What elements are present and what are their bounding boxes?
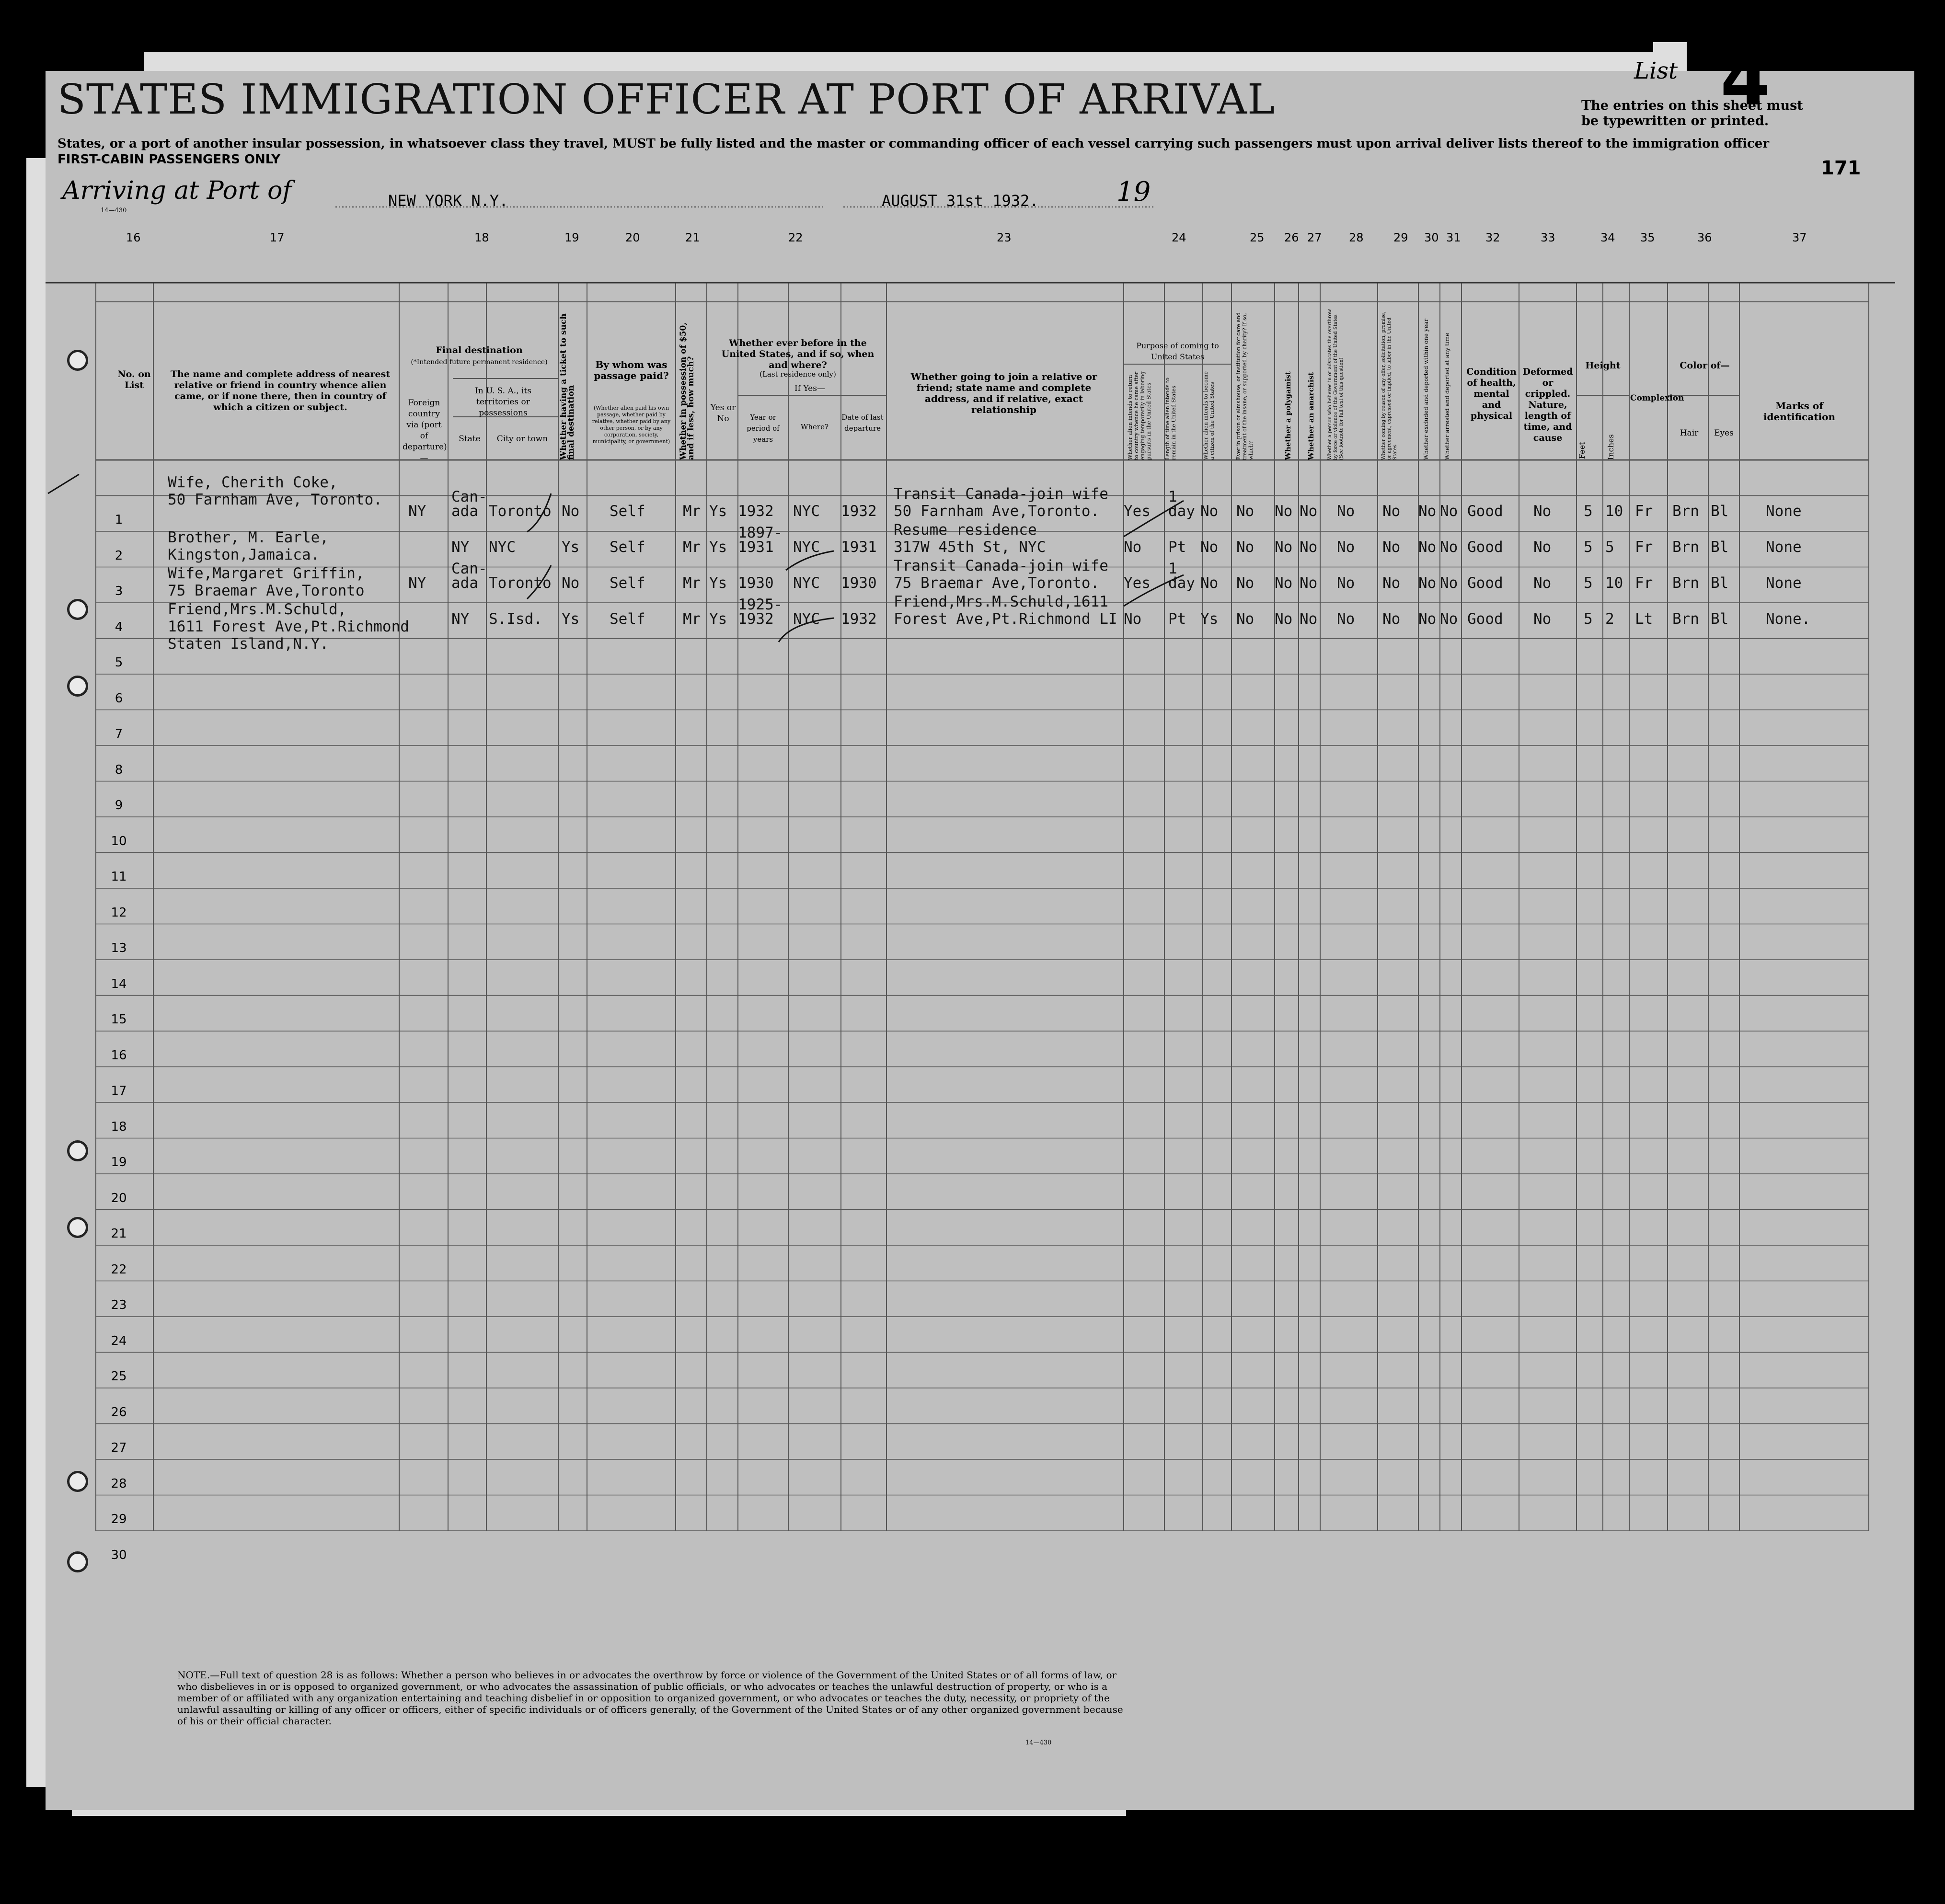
height-inches-cell: 10 — [1605, 574, 1623, 592]
header-feet: Feet — [1577, 442, 1587, 459]
header-city: City or town — [496, 434, 548, 444]
state-cell: Can- — [451, 560, 487, 577]
header-nearest-relative: The name and complete address of nearest relative or friend in country whence alien came, or if none there, then in country of which a citizen or subject. — [170, 369, 391, 413]
departure-cell: 1931 — [841, 539, 877, 556]
colnum-18: 18 — [474, 231, 489, 244]
marks-cell: None — [1766, 503, 1802, 520]
q29-cell: No — [1382, 503, 1401, 520]
city-cell: Toronto — [489, 503, 552, 520]
row-number: 25 — [111, 1369, 127, 1384]
relative-address: 1611 Forest Ave,Pt.Richmond — [168, 618, 409, 635]
passage-paid-cell: Self — [610, 574, 645, 592]
where-cell: NYC — [793, 539, 820, 556]
colnum-33: 33 — [1541, 231, 1555, 244]
passage-paid-cell: Self — [610, 503, 645, 520]
header-deformed: Deformed or crippled. Nature, length of time, and cause — [1522, 367, 1573, 443]
row-number: 16 — [111, 1048, 127, 1063]
colnum-19: 19 — [564, 231, 579, 244]
foreign-country-cell: NY — [408, 574, 426, 592]
header-join-relative: Whether going to join a relative or friend; state name and complete address, and if relative, exact relationship — [910, 371, 1097, 415]
q30-cell: No — [1418, 539, 1437, 556]
row-number: 30 — [111, 1548, 127, 1562]
purpose-return-cell: No — [1124, 539, 1142, 556]
row-number: 23 — [111, 1298, 127, 1312]
years-cell: 1931 — [738, 539, 774, 556]
height-feet-cell: 5 — [1584, 574, 1593, 592]
header-passage-note: (Whether alien paid his own passage, whether paid by relative, whether paid by any other person, or by any corporation, society, municipality, or government) — [592, 405, 671, 445]
header-eyes: Eyes — [1714, 428, 1734, 438]
row-number: 9 — [115, 798, 123, 813]
polygamist-cell: No — [1275, 610, 1293, 628]
header-purpose-a: Whether alien intends to return to country whence he came after engaging temporarily in laboring pursuits in the United States — [1127, 371, 1152, 460]
state-cell: ada — [451, 574, 478, 592]
marks-cell: None. — [1766, 610, 1811, 628]
money-cell: Mr — [683, 503, 701, 520]
height-inches-cell: 5 — [1605, 539, 1614, 556]
ticket-cell: No — [562, 503, 580, 520]
header-polygamist: Whether a polygamist — [1284, 371, 1292, 460]
colnum-17: 17 — [270, 231, 285, 244]
health-cell: Good — [1467, 574, 1503, 592]
row-number: 5 — [115, 655, 123, 670]
prison-cell: No — [1236, 574, 1254, 592]
ticket-cell: Ys — [562, 610, 580, 628]
header-if-yes: If Yes— — [794, 384, 825, 393]
date-value: AUGUST 31st 1932. — [882, 192, 1039, 210]
header-q31: Whether arrested and deported at any time — [1444, 333, 1450, 460]
row-number: 17 — [111, 1084, 127, 1098]
complexion-cell: Fr — [1635, 503, 1653, 520]
row-number: 19 — [111, 1155, 127, 1170]
anarchist-cell: No — [1300, 503, 1318, 520]
row-number: 2 — [115, 548, 123, 563]
colnum-36: 36 — [1697, 231, 1712, 244]
binder-hole — [67, 1217, 88, 1238]
header-no-on-list: No. on List — [117, 369, 151, 390]
relative-address: Wife,Margaret Griffin, — [168, 565, 365, 582]
city-cell: Toronto — [489, 574, 552, 592]
binder-hole — [67, 1140, 88, 1161]
header-ever-before: Whether ever before in the United States, and if so, when and where? — [721, 338, 875, 370]
eye-color-cell: Bl — [1711, 610, 1729, 628]
row-number: 11 — [111, 870, 127, 884]
q30-cell: No — [1418, 574, 1437, 592]
typewritten-note: The entries on this sheet must be typewritten or printed. — [1581, 98, 1803, 128]
years-cell: 1897- — [738, 524, 783, 541]
header-inches: Inches — [1606, 434, 1615, 460]
complexion-cell: Lt — [1635, 610, 1653, 628]
join-relative-cell: Resume residence — [894, 521, 1037, 539]
arriving-label: Arriving at Port of — [62, 176, 292, 205]
polygamist-cell: No — [1275, 503, 1293, 520]
join-relative-cell: Transit Canada-join wife — [894, 557, 1108, 574]
colnum-30: 30 — [1424, 231, 1439, 244]
q29-cell: No — [1382, 574, 1401, 592]
departure-cell: 1932 — [841, 503, 877, 520]
deformed-cell: No — [1533, 539, 1552, 556]
q29-cell: No — [1382, 610, 1401, 628]
colnum-25: 25 — [1250, 231, 1265, 244]
hair-color-cell: Brn — [1672, 574, 1699, 592]
row-number: 20 — [111, 1191, 127, 1205]
purpose-citizen-cell: No — [1200, 539, 1219, 556]
row-number: 28 — [111, 1476, 127, 1491]
row-number: 12 — [111, 905, 127, 920]
passage-paid-cell: Self — [610, 539, 645, 556]
row-number: 15 — [111, 1012, 127, 1027]
header-in-usa: In U. S. A., its territories or possessions — [475, 386, 531, 418]
header-ticket: Whether having a ticket to such final destination — [559, 313, 576, 460]
colnum-22: 22 — [788, 231, 803, 244]
colnum-16: 16 — [126, 231, 141, 244]
header-purpose: Purpose of coming to United States — [1136, 341, 1219, 361]
binder-hole — [67, 676, 88, 697]
header-purpose-c: Whether alien intends to become a citizen of the United States — [1203, 371, 1215, 460]
eye-color-cell: Bl — [1711, 539, 1729, 556]
colnum-29: 29 — [1393, 231, 1408, 244]
header-purpose-b: Length of time alien intends to remain in the United States — [1164, 377, 1177, 460]
anarchist-cell: No — [1300, 574, 1318, 592]
colnum-27: 27 — [1307, 231, 1322, 244]
header-where: Where? — [800, 423, 829, 431]
binder-hole — [67, 599, 88, 620]
purpose-citizen-cell: No — [1200, 503, 1219, 520]
colnum-28: 28 — [1349, 231, 1364, 244]
height-inches-cell: 2 — [1605, 610, 1614, 628]
money-cell: Mr — [683, 539, 701, 556]
join-relative-cell: 317W 45th St, NYC — [894, 539, 1046, 556]
row-number: 6 — [115, 691, 123, 706]
relative-address: 50 Farnham Ave, Toronto. — [168, 491, 382, 508]
purpose-length-cell: day — [1168, 574, 1195, 592]
relative-address: Brother, M. Earle, — [168, 529, 329, 546]
header-passage-paid: By whom was passage paid? — [594, 359, 669, 381]
foreign-country-cell: NY — [408, 503, 426, 520]
purpose-return-cell: Yes — [1124, 574, 1151, 592]
hair-color-cell: Brn — [1672, 539, 1699, 556]
prison-cell: No — [1236, 610, 1254, 628]
colnum-37: 37 — [1792, 231, 1807, 244]
prison-cell: No — [1236, 539, 1254, 556]
row-number: 29 — [111, 1512, 127, 1526]
complexion-cell: Fr — [1635, 574, 1653, 592]
row-number: 13 — [111, 941, 127, 955]
row-number: 3 — [115, 584, 123, 598]
q29-cell: No — [1382, 539, 1401, 556]
where-cell: NYC — [793, 503, 820, 520]
departure-cell: 1930 — [841, 574, 877, 592]
row-number: 10 — [111, 834, 127, 849]
header-final-destination-note: (*Intended future permanent residence) — [411, 358, 548, 366]
relative-address: Kingston,Jamaica. — [168, 546, 320, 563]
health-cell: Good — [1467, 610, 1503, 628]
colnum-24: 24 — [1172, 231, 1186, 244]
handwritten-check-marks — [0, 0, 1945, 719]
relative-address: Wife, Cherith Coke, — [168, 474, 338, 491]
polygamist-cell: No — [1275, 539, 1293, 556]
colnum-35: 35 — [1640, 231, 1655, 244]
height-inches-cell: 10 — [1605, 503, 1623, 520]
year-prefix: 19 — [1116, 176, 1151, 207]
header-final-destination: Final destination — [436, 345, 523, 356]
years-cell: 1930 — [738, 574, 774, 592]
header-possession-50: Whether in possession of $50, and if less, how much? — [679, 322, 696, 460]
row-number: 18 — [111, 1119, 127, 1134]
departure-cell: 1932 — [841, 610, 877, 628]
port-value: NEW YORK N.Y. — [388, 192, 508, 210]
row-number: 4 — [115, 619, 123, 634]
header-q29: Whether coming by reason of any offer, solicitation, promise, or agreement, expressed or implied, to labor in the United States — [1381, 311, 1398, 460]
prison-cell: No — [1236, 503, 1254, 520]
instruction-text: States, or a port of another insular possession, in whatsoever class they travel, MUST be fully listed and the master or commanding officer of each vessel carrying such passengers must upon arrival deliver lists thereof to the immigration officer — [58, 137, 1770, 151]
deformed-cell: No — [1533, 610, 1552, 628]
hair-color-cell: Brn — [1672, 503, 1699, 520]
height-feet-cell: 5 — [1584, 539, 1593, 556]
binder-hole — [67, 350, 88, 371]
binder-hole — [67, 1551, 88, 1572]
q30-cell: No — [1418, 503, 1437, 520]
header-q30: Whether excluded and deported within one year — [1423, 319, 1429, 460]
class-label: FIRST-CABIN PASSENGERS ONLY — [58, 152, 281, 167]
colnum-32: 32 — [1485, 231, 1500, 244]
header-last-residence: (Last residence only) — [760, 370, 836, 379]
row-number: 26 — [111, 1405, 127, 1420]
join-relative-cell: Friend,Mrs.M.Schuld,1611 — [894, 593, 1108, 610]
relative-address: Friend,Mrs.M.Schuld, — [168, 601, 347, 618]
anarchist-cell: No — [1300, 539, 1318, 556]
purpose-citizen-cell: No — [1200, 574, 1219, 592]
join-relative-cell: 75 Braemar Ave,Toronto. — [894, 574, 1100, 592]
q31-cell: No — [1440, 503, 1458, 520]
passage-paid-cell: Self — [610, 610, 645, 628]
purpose-length-cell: 1 — [1168, 488, 1177, 505]
header-anarchist: Whether an anarchist — [1307, 372, 1315, 460]
header-foreign-country: Foreign country via (port of departure)— — [403, 398, 447, 463]
purpose-return-cell: Yes — [1124, 503, 1151, 520]
colnum-31: 31 — [1446, 231, 1461, 244]
row-number: 7 — [115, 727, 123, 741]
relative-address: 75 Braemar Ave,Toronto — [168, 582, 365, 599]
state-cell: Can- — [451, 488, 487, 505]
q30-cell: No — [1418, 610, 1437, 628]
q28-cell: No — [1337, 539, 1355, 556]
header-color-of: Color of— — [1680, 360, 1730, 371]
height-feet-cell: 5 — [1584, 503, 1593, 520]
state-cell: NY — [451, 539, 470, 556]
page-title: STATES IMMIGRATION OFFICER AT PORT OF ARRIVAL — [58, 76, 1276, 124]
header-state: State — [459, 434, 481, 444]
binder-hole — [67, 1471, 88, 1492]
purpose-length-cell: Pt — [1168, 610, 1186, 628]
header-date-departure: Date of last departure — [841, 413, 884, 433]
purpose-citizen-cell: Ys — [1200, 610, 1219, 628]
form-number: 14—430 — [101, 207, 127, 214]
row-number: 14 — [111, 976, 127, 991]
footer-form-number: 14—430 — [1025, 1739, 1052, 1746]
city-cell: S.Isd. — [489, 610, 542, 628]
state-cell: NY — [451, 610, 470, 628]
footnote-q28: NOTE.—Full text of question 28 is as follows: Whether a person who believes in or advocates the overthrow by force or violence of the Government of the United States or of all forms of law, or who disbelieves in or is opposed to organized government, or who advocates the assassination of public officials, or who advocates or teaches the unlawful destruction of property, or who is a member of or affiliated with any organization entertaining and teaching disbelief in or opposition to organized government, or who advocates or teaches the duty, necessity, or propriety of the unlawful assaulting or killing of any officer or officers, either of specific individuals or of officers generally, of the Government of the United States or of any other organized government because of his or their official character. — [177, 1669, 1123, 1727]
complexion-cell: Fr — [1635, 539, 1653, 556]
q28-cell: No — [1337, 574, 1355, 592]
relative-address: Staten Island,N.Y. — [168, 635, 329, 653]
colnum-23: 23 — [997, 231, 1012, 244]
years-cell: 1925- — [738, 596, 783, 613]
health-cell: Good — [1467, 503, 1503, 520]
ever-before-cell: Ys — [709, 574, 727, 592]
city-cell: NYC — [489, 539, 516, 556]
colnum-21: 21 — [685, 231, 700, 244]
hair-color-cell: Brn — [1672, 610, 1699, 628]
q31-cell: No — [1440, 574, 1458, 592]
header-complexion: Complexion — [1630, 393, 1684, 403]
q31-cell: No — [1440, 539, 1458, 556]
q28-cell: No — [1337, 503, 1355, 520]
header-q28: Whether a person who believes in or advocates the overthrow by force or violence of the Government of the United States (See footnote for full text of this question) — [1327, 309, 1344, 460]
polygamist-cell: No — [1275, 574, 1293, 592]
purpose-length-cell: day — [1168, 503, 1195, 520]
q28-cell: No — [1337, 610, 1355, 628]
q31-cell: No — [1440, 610, 1458, 628]
header-year-period: Year or period of years — [747, 413, 780, 444]
header-yes-no: Yes or No — [710, 403, 736, 424]
header-hair: Hair — [1680, 428, 1699, 438]
anarchist-cell: No — [1300, 610, 1318, 628]
header-height: Height — [1585, 360, 1621, 371]
header-marks: Marks of identification — [1763, 400, 1836, 423]
eye-color-cell: Bl — [1711, 574, 1729, 592]
health-cell: Good — [1467, 539, 1503, 556]
row-number: 8 — [115, 762, 123, 777]
row-number: 1 — [115, 513, 123, 527]
join-relative-cell: Transit Canada-join wife — [894, 485, 1108, 503]
page-number: 171 — [1821, 157, 1861, 179]
colnum-34: 34 — [1600, 231, 1615, 244]
marks-cell: None — [1766, 539, 1802, 556]
colnum-26: 26 — [1284, 231, 1299, 244]
purpose-length-cell: 1 — [1168, 560, 1177, 577]
list-number: 4 — [1720, 38, 1771, 122]
marks-cell: None — [1766, 574, 1802, 592]
purpose-length-cell: Pt — [1168, 539, 1186, 556]
row-number: 27 — [111, 1441, 127, 1455]
row-number: 24 — [111, 1333, 127, 1348]
header-health: Condition of health, mental and physical — [1466, 367, 1517, 421]
where-cell: NYC — [793, 610, 820, 628]
where-cell: NYC — [793, 574, 820, 592]
header-prison: Ever in prison or almshouse, or institution for care and treatment of the insane, or supported by charity? If so, which? — [1235, 312, 1254, 460]
money-cell: Mr — [683, 574, 701, 592]
purpose-return-cell: No — [1124, 610, 1142, 628]
colnum-20: 20 — [625, 231, 640, 244]
years-cell: 1932 — [738, 610, 774, 628]
row-number: 22 — [111, 1262, 127, 1277]
join-relative-cell: Forest Ave,Pt.Richmond LI — [894, 610, 1117, 628]
ticket-cell: Ys — [562, 539, 580, 556]
money-cell: Mr — [683, 610, 701, 628]
list-label: List — [1634, 57, 1678, 84]
deformed-cell: No — [1533, 503, 1552, 520]
ever-before-cell: Ys — [709, 610, 727, 628]
height-feet-cell: 5 — [1584, 610, 1593, 628]
years-cell: 1932 — [738, 503, 774, 520]
state-cell: ada — [451, 503, 478, 520]
ticket-cell: No — [562, 574, 580, 592]
ever-before-cell: Ys — [709, 539, 727, 556]
ever-before-cell: Ys — [709, 503, 727, 520]
deformed-cell: No — [1533, 574, 1552, 592]
join-relative-cell: 50 Farnham Ave,Toronto. — [894, 503, 1100, 520]
eye-color-cell: Bl — [1711, 503, 1729, 520]
row-number: 21 — [111, 1227, 127, 1241]
